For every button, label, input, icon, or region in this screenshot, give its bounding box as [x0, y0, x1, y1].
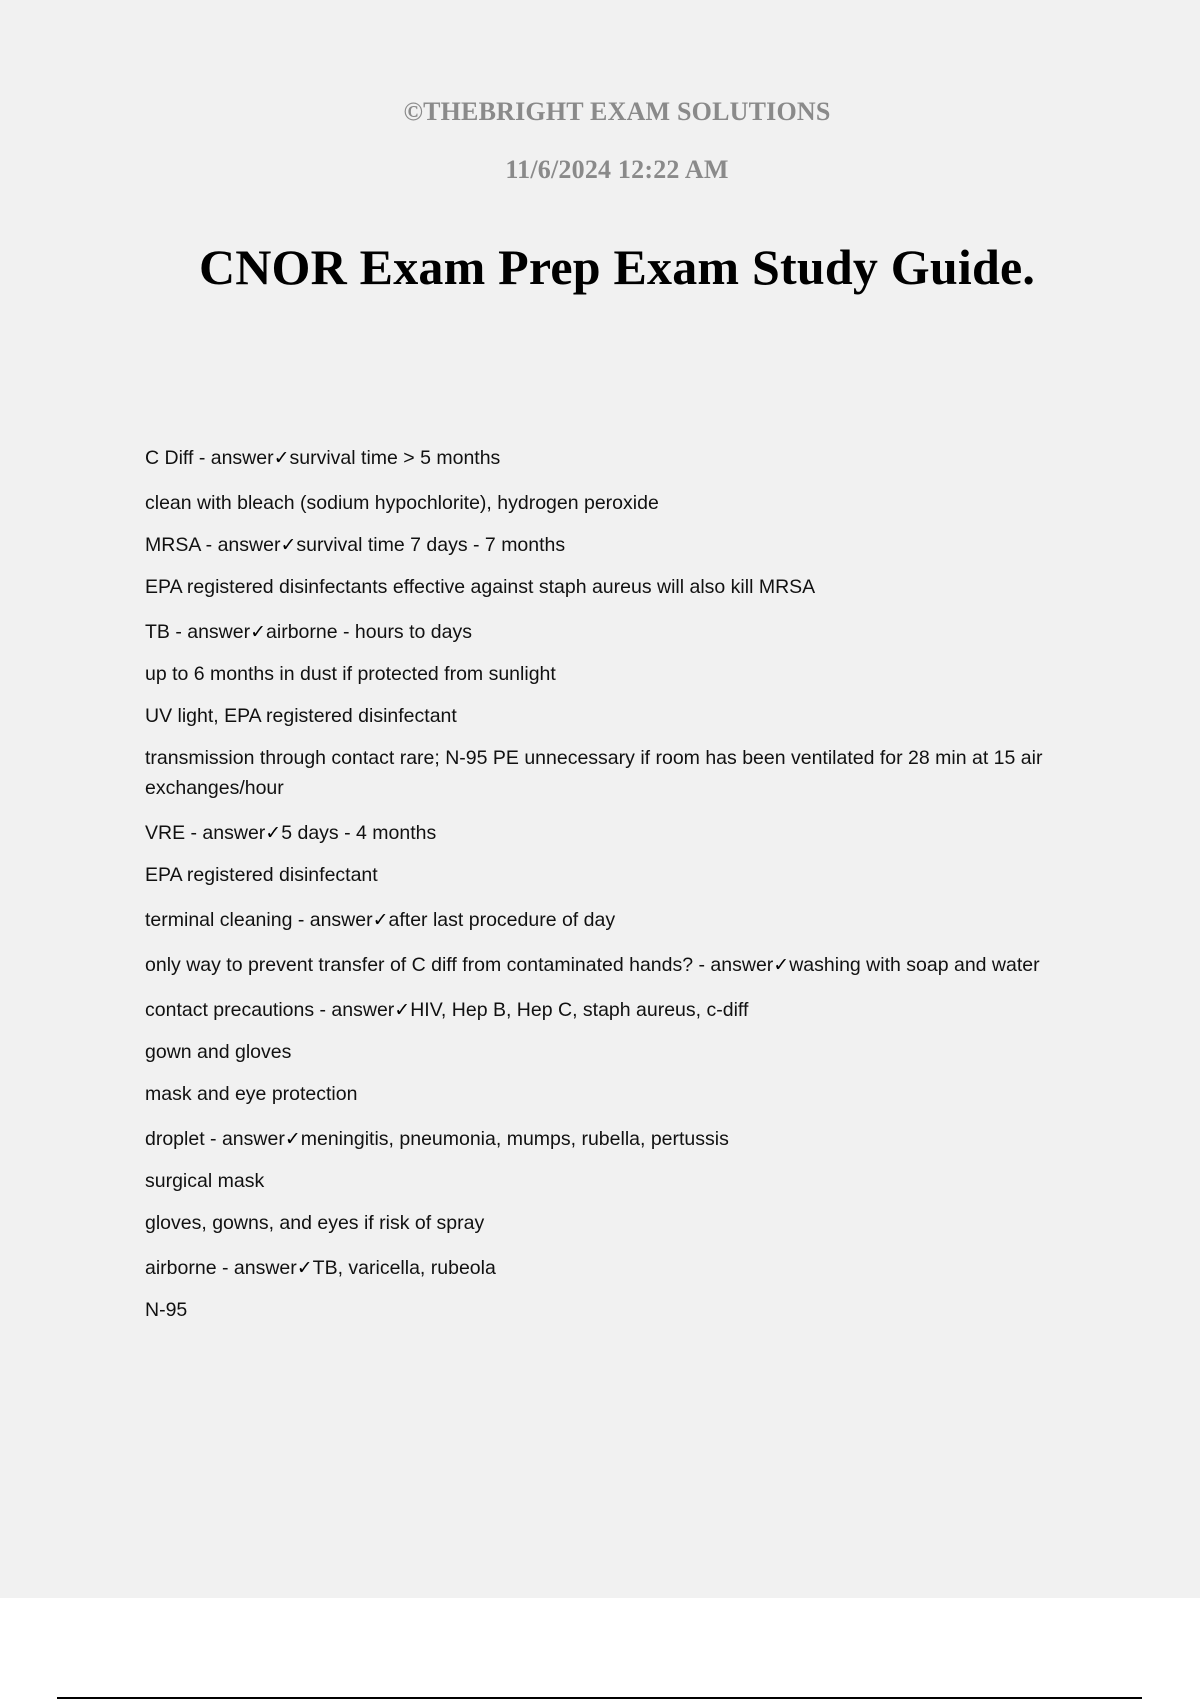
entry-term: TB - answer	[145, 621, 251, 643]
document-title: CNOR Exam Prep Exam Study Guide.	[198, 239, 1036, 295]
checkmark-icon: ✓	[773, 954, 790, 976]
list-item	[145, 1253, 1090, 1283]
entry-term: airborne - answer	[145, 1257, 297, 1279]
list-item	[145, 1166, 1090, 1196]
list-item	[145, 530, 1090, 560]
list-item	[145, 860, 1090, 890]
list-item	[145, 743, 1090, 803]
entry-term: terminal cleaning - answer	[145, 909, 373, 931]
entry-text: EPA registered disinfectants effective against staph aureus will also kill MRSA	[145, 576, 816, 598]
entry-answer: meningitis, pneumonia, mumps, rubella, pertussis	[300, 1128, 729, 1150]
entry-answer: washing with soap and water	[789, 954, 1040, 976]
checkmark-icon: ✓	[273, 447, 290, 469]
entry-answer: HIV, Hep B, Hep C, staph aureus, c-diff	[410, 999, 749, 1021]
timestamp-header: 11/6/2024 12:22 AM	[505, 155, 729, 184]
entry-answer: after last procedure of day	[388, 909, 616, 931]
list-item	[145, 443, 1090, 473]
entry-text: mask and eye protection	[145, 1083, 358, 1105]
list-item	[145, 572, 1090, 602]
list-item	[145, 818, 1090, 848]
checkmark-icon: ✓	[284, 1128, 301, 1150]
checkmark-icon: ✓	[280, 534, 297, 556]
entry-term: MRSA - answer	[145, 534, 281, 556]
entry-term: VRE - answer	[145, 822, 266, 844]
list-item	[145, 617, 1090, 647]
checkmark-icon: ✓	[372, 909, 389, 931]
entry-term: contact precautions - answer	[145, 999, 395, 1021]
entry-text: UV light, EPA registered disinfectant	[145, 705, 457, 727]
entry-answer: survival time > 5 months	[289, 447, 501, 469]
list-item	[145, 659, 1090, 689]
list-item	[145, 488, 1090, 518]
entry-term: C Diff - answer	[145, 447, 274, 469]
entry-text: clean with bleach (sodium hypochlorite), hydrogen peroxide	[145, 492, 659, 514]
list-item	[145, 950, 1090, 980]
list-item	[145, 1295, 1090, 1325]
list-item	[145, 905, 1090, 935]
study-entries-list	[145, 443, 1090, 1340]
footer-divider	[57, 1697, 1142, 1699]
entry-text: up to 6 months in dust if protected from sunlight	[145, 663, 556, 685]
copyright-header: ©THEBRIGHT EXAM SOLUTIONS	[403, 97, 831, 126]
entry-text: gloves, gowns, and eyes if risk of spray	[145, 1212, 485, 1234]
entry-text: transmission through contact rare; N-95 PE unnecessary if room has been ventilated for 28 min at 15 air exchanges/hour	[145, 747, 1043, 799]
checkmark-icon: ✓	[265, 822, 282, 844]
list-item	[145, 1124, 1090, 1154]
list-item	[145, 1079, 1090, 1109]
list-item	[145, 701, 1090, 731]
entry-answer: TB, varicella, rubeola	[312, 1257, 496, 1279]
list-item	[145, 1208, 1090, 1238]
entry-term: droplet - answer	[145, 1128, 285, 1150]
entry-text: EPA registered disinfectant	[145, 864, 378, 886]
entry-text: N-95	[145, 1299, 188, 1321]
list-item	[145, 1037, 1090, 1067]
checkmark-icon: ✓	[296, 1257, 313, 1279]
entry-answer: 5 days - 4 months	[281, 822, 437, 844]
entry-answer: survival time 7 days - 7 months	[296, 534, 566, 556]
checkmark-icon: ✓	[250, 621, 267, 643]
entry-term: only way to prevent transfer of C diff from contaminated hands? - answer	[145, 954, 774, 976]
entry-answer: airborne - hours to days	[266, 621, 472, 643]
checkmark-icon: ✓	[394, 999, 411, 1021]
list-item	[145, 995, 1090, 1025]
entry-text: surgical mask	[145, 1170, 265, 1192]
entry-text: gown and gloves	[145, 1041, 292, 1063]
